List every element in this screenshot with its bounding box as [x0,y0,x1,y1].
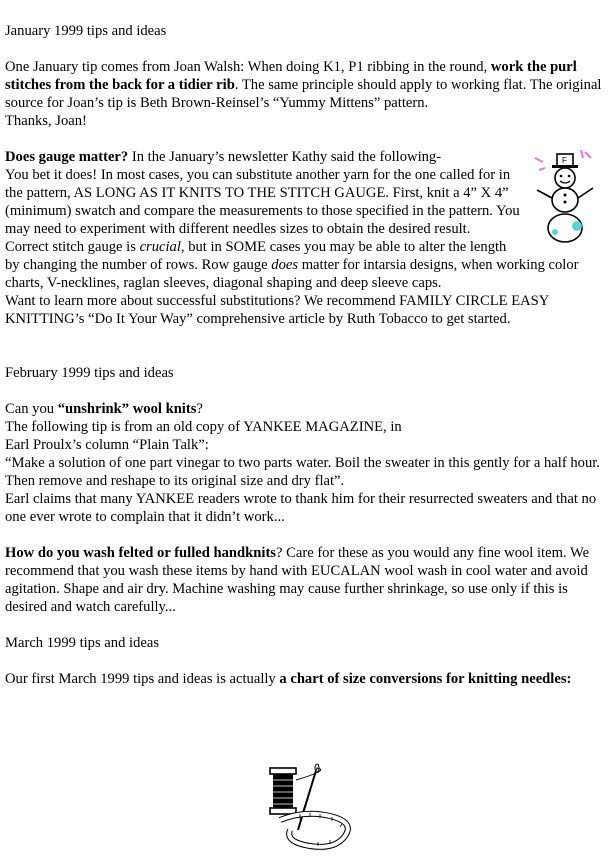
document-page [5,22,605,688]
snowman-icon [525,148,605,244]
thanks-line: Thanks, Joan! [5,113,87,129]
earl-claims-paragraph: Earl claims that many YANKEE readers wrote to thank him for their resurrected sweaters and that no one ever wrote to complain that it didn’t work... [5,491,597,525]
yankee-line: The following tip is from an old copy of YANKEE MAGAZINE, in [5,419,402,435]
bold-text: “unshrink” wool knits [57,401,197,417]
text: Our first March 1999 tips and ideas is actually [5,671,280,687]
text: One January tip comes from Joan Walsh: When doing K1, P1 ribbing in the round, [5,59,491,75]
bold-text: a chart of size conversions for knitting needles: [279,671,572,687]
unshrink-question [5,400,605,418]
text: In the January’s newsletter Kathy said the following- [128,149,442,165]
plain-talk-line: Earl Proulx’s column “Plain Talk”: [5,437,209,453]
march-tip-paragraph [5,670,605,688]
text: Can you [5,401,58,417]
march-heading: March 1999 tips and ideas [5,635,160,651]
january-heading: January 1999 tips and ideas [5,23,167,39]
sewing-clipart [260,760,360,856]
text: matter for intarsia designs, when working color charts, V-necklines, raglan sleeves, diagonal shaping and deep sleeve caps. [5,257,579,291]
italic-text: crucial [139,239,181,255]
text: ? [196,401,203,417]
text: ? Care for these as you would any fine wool item. We recommend that you wash these items by hand with EUCALAN wool wash in cool water and avoid agitation. Shape and air dry. Machine washing may cause further shrinkage, so use only if this is desired and watch carefully... [5,545,590,615]
january-tip-paragraph [5,58,605,112]
stitch-gauge-paragraph [5,238,605,292]
text: . The same principle should apply to working flat. The original source for Joan’s tip is Beth Brown-Reinsel’s “Yummy Mittens” pattern. [5,77,602,111]
thread-spool-icon [260,760,360,856]
snowman-clipart [525,148,605,244]
bold-text: Does gauge matter? [5,149,129,165]
bold-text: work the purl stitches from the back for a tidier rib [5,59,577,93]
gauge-paragraph: You bet it does! In most cases, you can substitute another yarn for the one called for in the pattern, AS LONG AS IT KNITS TO THE STITCH GAUGE. First, knit a 4” X 4” (minimum) swatch and compare the measurements to those specified in the pattern. You may need to experiment with different needles sizes to obtain the desired result. [5,167,520,237]
february-heading: February 1999 tips and ideas [5,365,174,381]
substitutions-paragraph: Want to learn more about successful substitutions? We recommend FAMILY CIRCLE EASY KNITTING’s “Do It Your Way” comprehensive article by Ruth Tobacco to get started. [5,293,549,327]
felted-wash-paragraph [5,544,605,616]
bold-text: How do you wash felted or fulled handknits [5,545,276,561]
text: , but in SOME cases you may be able to alter the length by changing the number of rows. Row gauge [5,239,507,273]
gauge-question [5,148,605,166]
text: Correct stitch gauge is [5,239,140,255]
italic-text: does [271,257,299,273]
vinegar-quote: “Make a solution of one part vinegar to two parts water. Boil the sweater in this gently for a half hour. Then remove and reshape to its original size and dry flat”. [5,455,600,489]
svg-text:F: F [562,156,567,165]
